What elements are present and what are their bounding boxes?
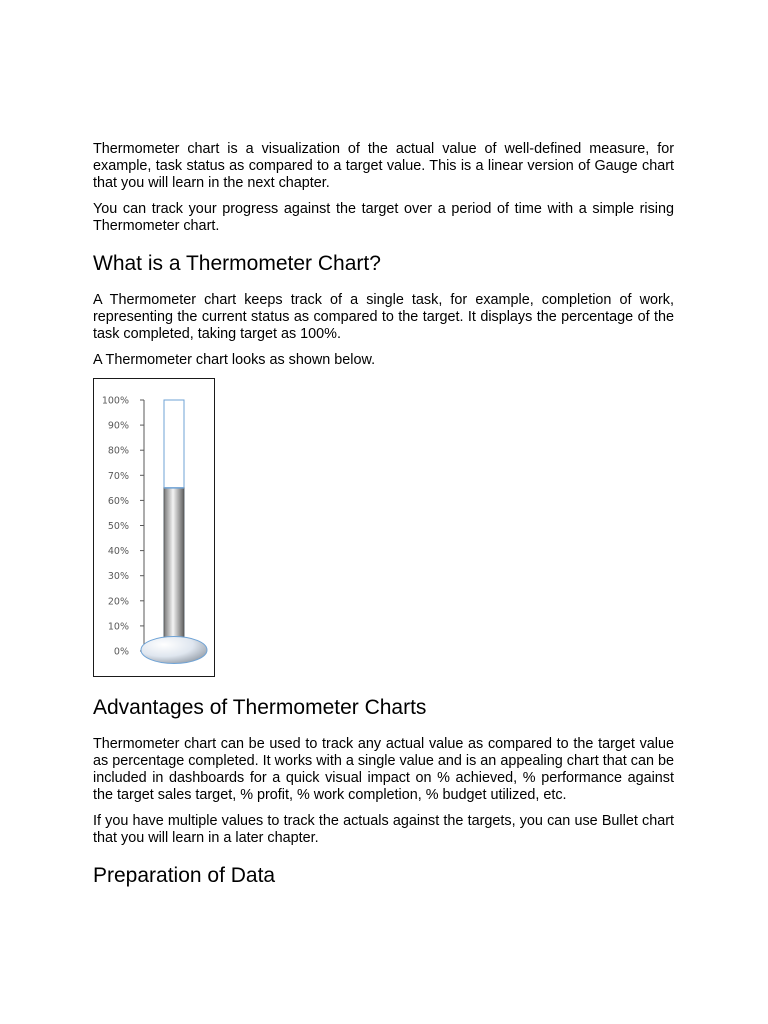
y-tick-label: 70% bbox=[107, 470, 129, 482]
paragraph-what-1: A Thermometer chart keeps track of a single task, for example, completion of work, representing the current status as compared to the target. It displays the percentage of the task completed, taking target as 100%. bbox=[93, 292, 674, 342]
paragraph-intro-1: Thermometer chart is a visualization of the actual value of well-defined measure, for example, task status as compared to a target value. This is a linear version of Gauge chart that you will learn in the next chapter. bbox=[93, 141, 674, 191]
heading-what-is-thermometer: What is a Thermometer Chart? bbox=[93, 252, 381, 275]
y-tick-label: 90% bbox=[107, 420, 129, 432]
y-tick-label: 40% bbox=[107, 546, 129, 558]
heading-preparation-of-data: Preparation of Data bbox=[93, 864, 276, 887]
y-tick-label: 80% bbox=[107, 445, 129, 457]
y-tick-label: 100% bbox=[101, 395, 129, 407]
heading-advantages: Advantages of Thermometer Charts bbox=[93, 696, 427, 719]
thermometer-bulb bbox=[141, 637, 207, 664]
paragraph-what-2: A Thermometer chart looks as shown below. bbox=[93, 352, 376, 368]
y-tick-label: 0% bbox=[113, 646, 129, 658]
thermometer-chart bbox=[94, 379, 214, 676]
y-tick-label: 10% bbox=[107, 621, 129, 633]
paragraph-intro-2: You can track your progress against the target over a period of time with a simple rising Thermometer chart. bbox=[93, 201, 674, 234]
paragraph-advantages-1: Thermometer chart can be used to track any actual value as compared to the target value as percentage completed. It works with a single value and is an appealing chart that can be included in dashboards for a quick visual impact on % achieved, % performance against the target sales target, % profit, % work completion, % budget utilized, etc. bbox=[93, 736, 674, 803]
y-tick-label: 30% bbox=[107, 571, 129, 583]
thermometer-actual-bar bbox=[164, 488, 184, 639]
paragraph-advantages-2: If you have multiple values to track the actuals against the targets, you can use Bullet chart that you will learn in a later chapter. bbox=[93, 813, 674, 846]
y-tick-label: 50% bbox=[107, 521, 129, 532]
thermometer-chart-figure bbox=[93, 378, 215, 677]
document-content bbox=[93, 141, 674, 888]
y-tick-label: 20% bbox=[107, 596, 129, 608]
y-tick-label: 60% bbox=[107, 495, 129, 507]
